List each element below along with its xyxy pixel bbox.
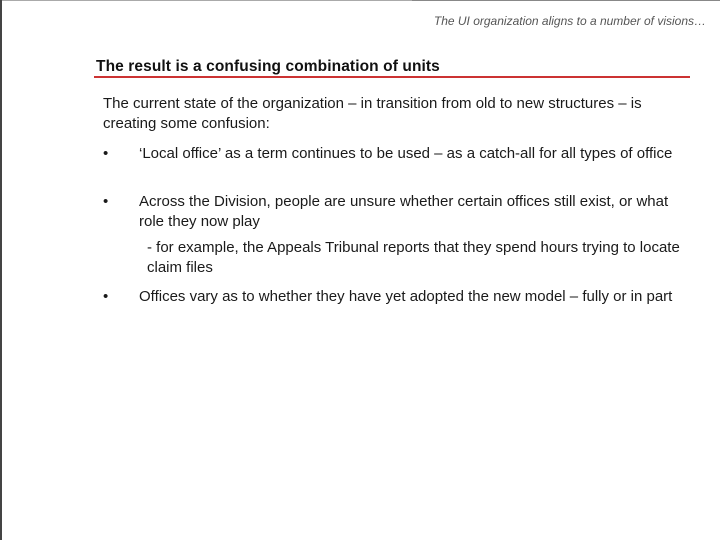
bullet-text: Across the Division, people are unsure whether certain offices still exist, or what role they now play [139, 193, 669, 230]
sub-note: - for example, the Appeals Tribunal reports that they spend hours trying to locate claim files [147, 239, 680, 276]
bullet-item-1 [103, 144, 683, 184]
header-note: The UI organization aligns to a number of visions… [433, 14, 706, 28]
bullet-item-2 [103, 192, 683, 232]
bullet-text: ‘Local office’ as a term continues to be used – as a catch-all for all types of office [139, 145, 673, 162]
bullet-marker: • [103, 145, 109, 162]
bullet-marker: • [103, 193, 109, 210]
slide-title: The result is a confusing combination of units [96, 58, 440, 75]
intro-paragraph: The current state of the organization – in transition from old to new structures – is creating some confusion: [103, 95, 642, 132]
bullet-item-3 [103, 287, 683, 327]
title-underline [94, 76, 690, 78]
bullet-text: Offices vary as to whether they have yet adopted the new model – fully or in part [139, 288, 673, 305]
slide-left-border [0, 0, 2, 540]
header-rule [412, 0, 720, 1]
bullet-marker: • [103, 288, 109, 305]
